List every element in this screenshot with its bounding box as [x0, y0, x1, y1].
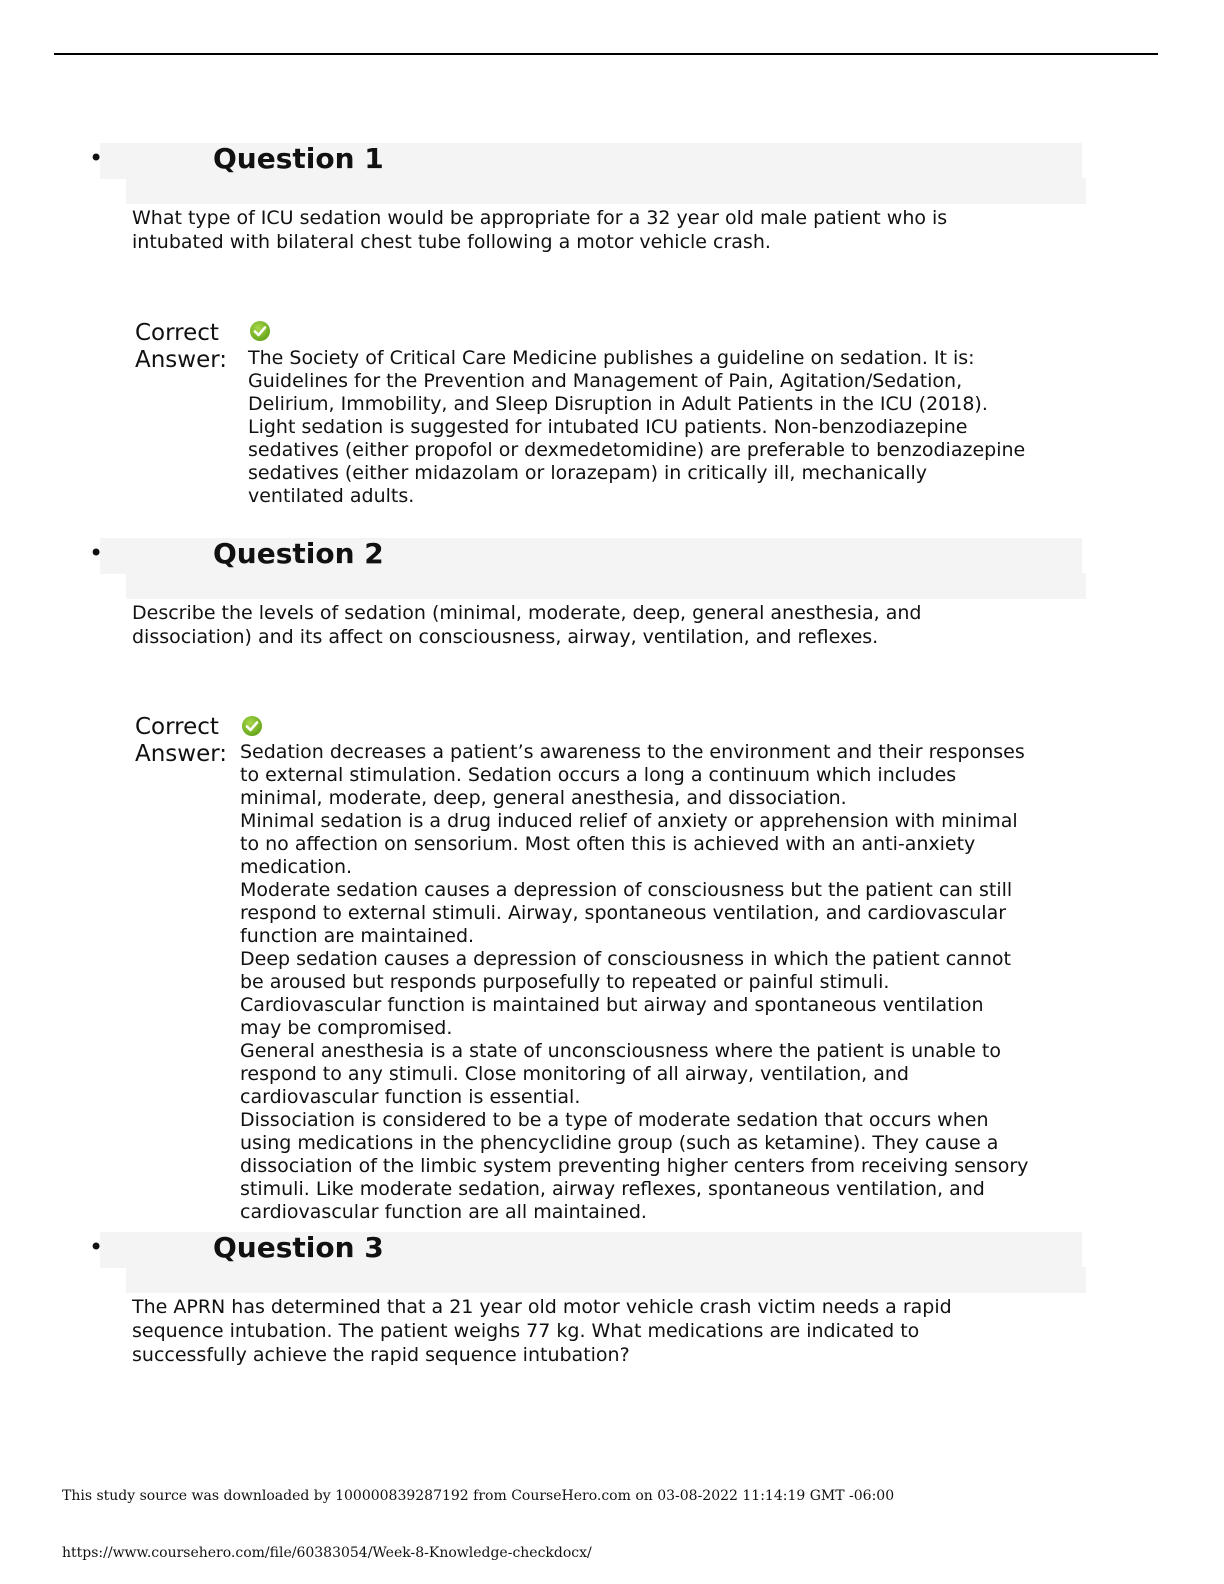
answer-text: [240, 741, 1030, 1224]
question-text: The APRN has determined that a 21 year old motor vehicle crash victim needs a rapid sequence intubation. The patient weighs 77 kg. What medications are indicated to successfully achieve the rapid sequence intubation?: [132, 1296, 952, 1366]
bullet-icon: •: [89, 1233, 104, 1261]
answer-paragraph: Minimal sedation is a drug induced relief of anxiety or apprehension with minimal to no affection on sensorium. Most often this is achieved with an anti-anxiety medication.: [240, 810, 1018, 878]
bullet-icon: •: [89, 539, 104, 567]
question-text: Describe the levels of sedation (minimal, moderate, deep, general anesthesia, and dissociation) and its affect on consciousness, airway, ventilation, and reflexes.: [132, 602, 922, 648]
question-title: Question 3: [213, 1231, 384, 1264]
answer-paragraph: Deep sedation causes a depression of consciousness in which the patient cannot be aroused but responds purposefully to repeated or painful stimuli. Cardiovascular function is maintained but airway and spontaneous ventilation may be compromised.: [240, 948, 1011, 1039]
answer-paragraph: Sedation decreases a patient’s awareness to the environment and their responses to external stimulation. Sedation occurs a long a continuum which includes minimal, moderate, deep, general anesthesia, and dissociation.: [240, 741, 1025, 809]
answer-paragraph: Light sedation is suggested for intubated ICU patients. Non-benzodiazepine sedatives (either propofol or dexmedetomidine) are preferable to benzodiazepine sedatives (either midazolam or lorazepam) in critically ill, mechanically ventilated adults.: [248, 416, 1026, 507]
top-rule: [54, 53, 1158, 55]
question-band: [126, 573, 1086, 599]
question-title: Question 2: [213, 537, 384, 570]
question-band: [126, 178, 1086, 204]
source-footer: This study source was downloaded by 100000839287192 from CourseHero.com on 03-08-2022 11:14:19 GMT -06:00: [62, 1488, 895, 1504]
question-title: Question 1: [213, 142, 384, 175]
check-circle-icon: [250, 321, 270, 341]
question-text: What type of ICU sedation would be appropriate for a 32 year old male patient who is intubated with bilateral chest tube following a motor vehicle crash.: [132, 207, 948, 253]
answer-paragraph: General anesthesia is a state of unconsciousness where the patient is unable to respond to any stimuli. Close monitoring of all airway, ventilation, and cardiovascular function is essential.: [240, 1040, 1001, 1108]
correct-answer-label: Correct Answer:: [135, 320, 228, 373]
question-band: [126, 1267, 1086, 1293]
source-url[interactable]: https://www.coursehero.com/file/60383054/Week-8-Knowledge-checkdocx/: [62, 1545, 592, 1561]
answer-text: [248, 347, 1028, 508]
answer-paragraph: The Society of Critical Care Medicine publishes a guideline on sedation. It is: Guidelines for the Prevention and Management of Pain, Agitation/Sedation, Delirium, Immobility, and Sleep Disruption in Adult Patients in the ICU (2018).: [248, 347, 988, 415]
answer-paragraph: Moderate sedation causes a depression of consciousness but the patient can still respond to external stimuli. Airway, spontaneous ventilation, and cardiovascular function are maintained.: [240, 879, 1013, 947]
check-circle-icon: [242, 716, 262, 736]
correct-answer-label: Correct Answer:: [135, 714, 228, 767]
bullet-icon: •: [89, 144, 104, 172]
answer-paragraph: Dissociation is considered to be a type of moderate sedation that occurs when using medications in the phencyclidine group (such as ketamine). They cause a dissociation of the limbic system preventing higher centers from receiving sensory stimuli. Like moderate sedation, airway reflexes, spontaneous ventilation, and cardiovascular function are all maintained.: [240, 1109, 1029, 1223]
